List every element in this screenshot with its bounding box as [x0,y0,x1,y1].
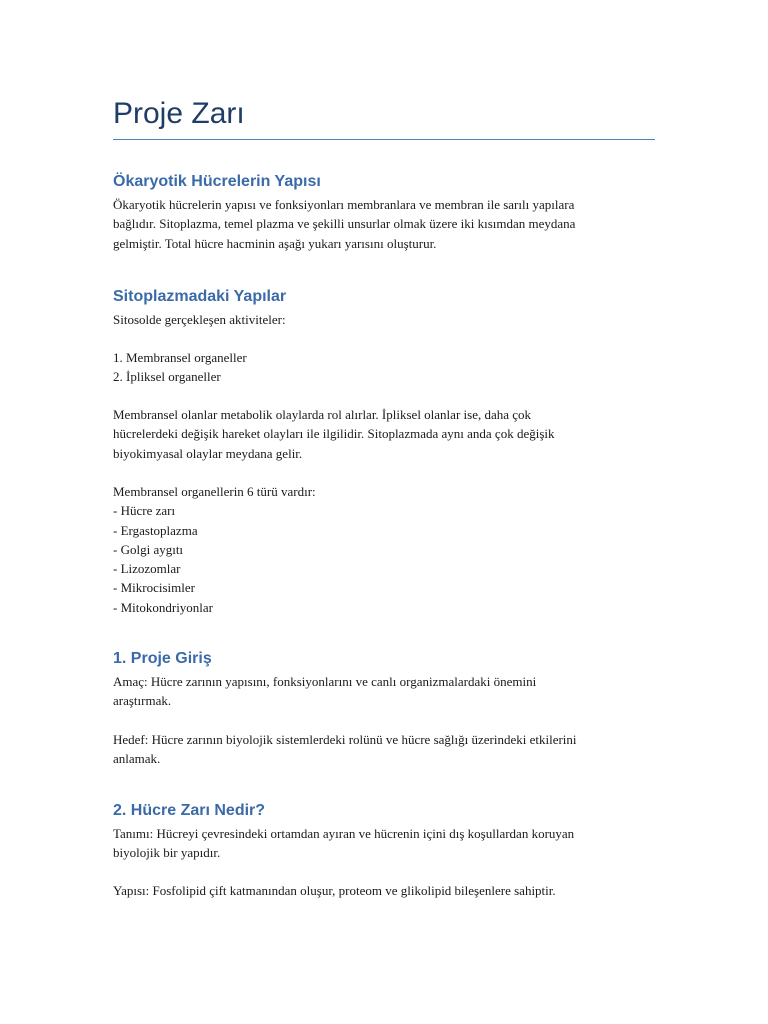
body-line: Membransel olanlar metabolik olaylarda rol alırlar. İpliksel olanlar ise, daha çok [113,407,532,422]
list-item: 2. İpliksel organeller [113,369,221,385]
body-line: Ökaryotik hücrelerin yapısı ve fonksiyonları membranlara ve membran ile sarılı yapılara [113,197,575,212]
body-line: araştırmak. [113,693,172,709]
body-line: Hedef: Hücre zarının biyolojik sistemlerdeki rolünü ve hücre sağlığı üzerindeki etkilerini [113,732,577,747]
body-line: anlamak. [113,751,161,767]
organelle-category-list [113,348,655,387]
list-item: 1. Membransel organeller [113,350,247,365]
body-line: Tanımı: Hücreyi çevresindeki ortamdan ayıran ve hücrenin içini dış koşullardan koruyan [113,826,575,841]
body-line: bağlıdır. Sitoplazma, temel plazma ve şekilli unsurlar olmak üzere iki kısımdan meydana [113,216,576,232]
section-body-okaryotik [113,195,655,253]
title-underline [113,139,655,140]
list-item: - Mitokondriyonlar [113,599,214,615]
section-heading-hucre-zari: 2. Hücre Zarı Nedir? [113,802,266,819]
list-item: - Mikrocisimler [113,580,195,596]
body-line: gelmiştir. Total hücre hacminin aşağı yukarı yarısını oluşturur. [113,235,437,251]
intro-line: Sitosolde gerçekleşen aktiviteler: [113,312,286,327]
list-item: - Hücre zarı [113,503,176,519]
body-line: Yapısı: Fosfolipid çift katmanından oluşur, proteom ve glikolipid bileşenlere sahiptir. [113,883,556,898]
cell-membrane-structure [113,881,655,900]
project-goal [113,672,655,711]
section-paragraph-sitoplazma [113,405,655,463]
section-heading-proje-giris: 1. Proje Giriş [113,650,212,667]
section-heading-okaryotik: Ökaryotik Hücrelerin Yapısı [113,173,321,190]
body-line: Amaç: Hücre zarının yapısını, fonksiyonlarını ve canlı organizmalardaki önemini [113,674,537,689]
list-item: - Lizozomlar [113,561,181,577]
list-item: - Golgi aygıtı [113,541,184,557]
section-heading-sitoplazma: Sitoplazmadaki Yapılar [113,288,287,305]
body-line: biyolojik bir yapıdır. [113,845,221,861]
types-intro: Membransel organellerin 6 türü vardır: [113,484,316,499]
cell-membrane-definition [113,824,655,863]
project-target [113,730,655,769]
body-line: biyokimyasal olaylar meydana gelir. [113,445,303,461]
document-title: Proje Zarı [113,97,245,130]
list-item: - Ergastoplazma [113,522,198,538]
organelle-types-list [113,482,655,617]
body-line: hücrelerdeki değişik hareket olayları ile ilgilidir. Sitoplazmada aynı anda çok değişik [113,426,555,442]
section-intro-sitoplazma [113,310,655,329]
